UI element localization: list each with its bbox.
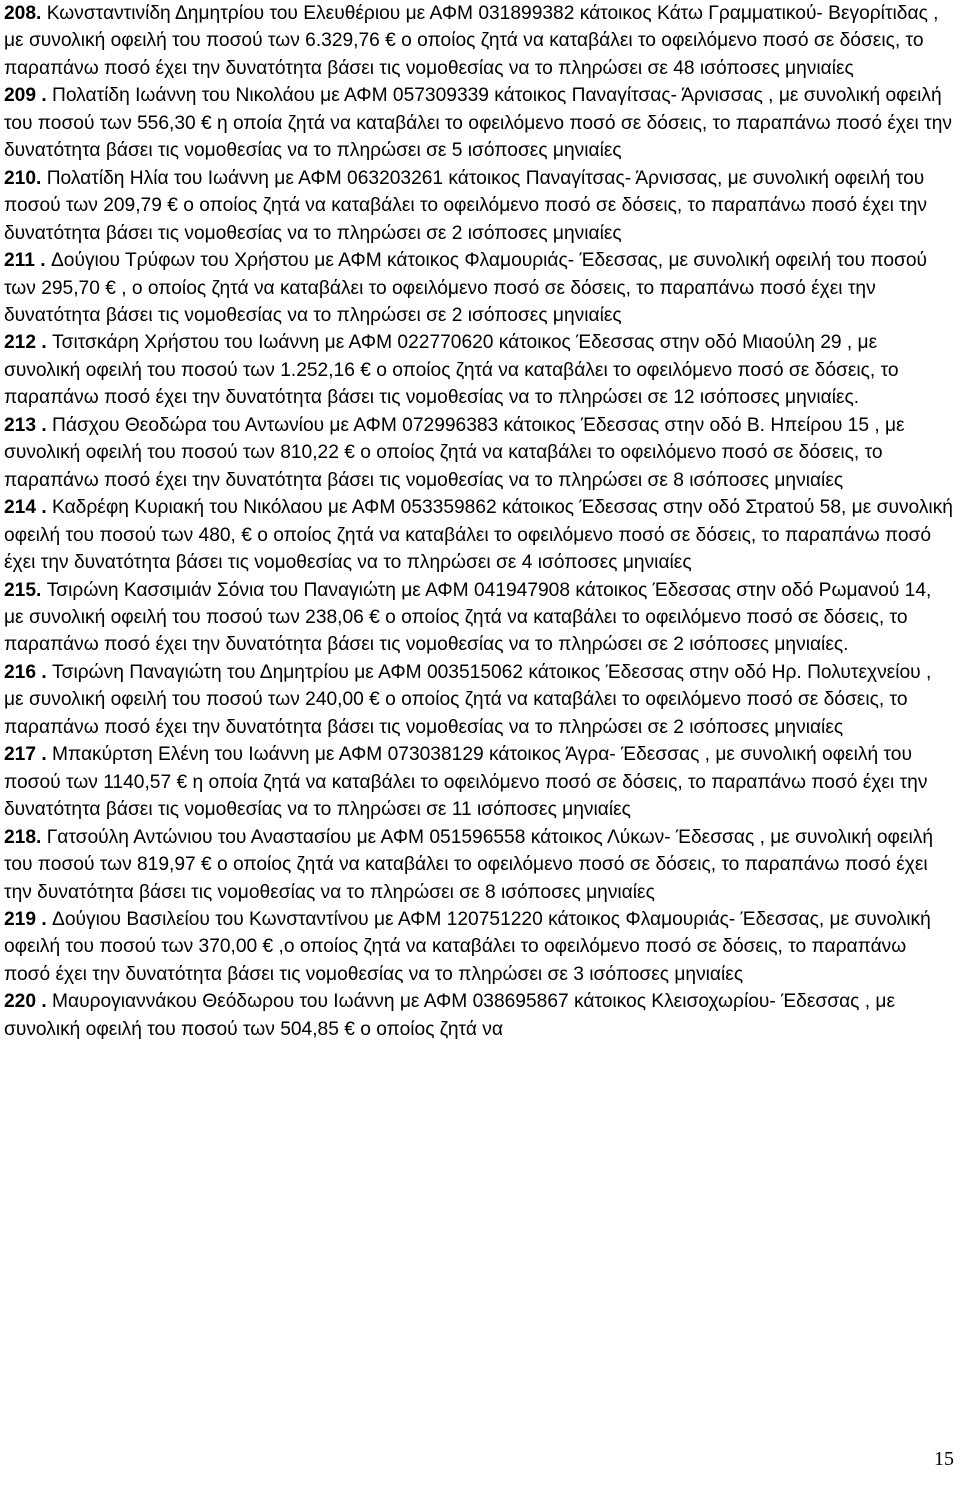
entry-number: 211	[4, 250, 35, 272]
entry-number: 208	[4, 3, 37, 24]
entry-216	[4, 659, 954, 741]
entry-separator: .	[36, 908, 53, 930]
entry-separator: .	[36, 3, 47, 24]
entry-number: 209	[4, 85, 37, 107]
entry-text: Δούγιου Βασιλείου του Κωνσταντίνου με ΑΦΜ 120751220 κάτοικος Φλαμουριάς- Έδεσσας, με συνολική οφειλή του ποσού των 370,00 € ,ο οποίος ζητά να καταβάλει το οφειλόμενο ποσό σε δόσεις, το παραπάνω ποσό έχει την δυνατότητα βάσει τις νομοθεσίας να το πληρώσει σε 3 ισόποσες μηνιαίες	[4, 908, 931, 985]
entry-separator: .	[36, 744, 53, 766]
entry-separator: .	[36, 167, 47, 189]
entry-separator: .	[36, 85, 53, 107]
document-page	[4, 0, 954, 1043]
entry-217	[4, 741, 954, 823]
entry-number: 212	[4, 332, 37, 354]
entry-number: 220	[4, 991, 37, 1013]
entry-text: Πολατίδη Ιωάννη του Νικολάου με ΑΦΜ 057309339 κάτοικος Παναγίτσας- Άρνισσας , με συνολική οφειλή του ποσού των 556,30 € η οποία ζητά να καταβάλει το οφειλόμενο ποσό σε δόσεις, το παραπάνω ποσό έχει την δυνατότητα βάσει τις νομοθεσίας να το πληρώσει σε 5 ισόποσες μηνιαίες	[4, 85, 952, 162]
entry-212	[4, 329, 954, 411]
entry-number: 218	[4, 826, 37, 848]
entry-218	[4, 824, 954, 906]
entry-number: 213	[4, 414, 37, 436]
entry-separator: .	[36, 332, 53, 354]
entry-text: Κωνσταντινίδη Δημητρίου του Ελευθέριου με ΑΦΜ 031899382 κάτοικος Κάτω Γραμματικού- Βεγορίτιδας , με συνολική οφειλή του ποσού των 6.329,76 € ο οποίος ζητά να καταβάλει το οφειλόμενο ποσό σε δόσεις, το παραπάνω ποσό έχει την δυνατότητα βάσει τις νομοθεσίας να το πληρώσει σε 48 ισόποσες μηνιαίες	[4, 3, 939, 79]
entry-text: Καδρέφη Κυριακή του Νικόλαου με ΑΦΜ 053359862 κάτοικος Έδεσσας στην οδό Στρατού 58, με συνολική οφειλή του ποσού των 480, € ο οποίος ζητά να καταβάλει το οφειλόμενο ποσό σε δόσεις, το παραπάνω ποσό έχει την δυνατότητα βάσει τις νομοθεσίας να το πληρώσει σε 4 ισόποσες μηνιαίες	[4, 497, 953, 574]
entry-text: Μαυρογιαννάκου Θεόδωρου του Ιωάννη με ΑΦΜ 038695867 κάτοικος Κλεισοχωρίου- Έδεσσας , με συνολική οφειλή του ποσού των 504,85 € ο οποίος ζητά να	[4, 991, 896, 1040]
page-number: 15	[934, 1448, 954, 1470]
entry-number: 214	[4, 497, 37, 519]
entry-separator: .	[36, 661, 53, 683]
entry-number: 210	[4, 167, 37, 189]
entry-text: Μπακύρτση Ελένη του Ιωάννη με ΑΦΜ 073038129 κάτοικος Άγρα- Έδεσσας , με συνολική οφειλή του ποσού των 1140,57 € η οποία ζητά να καταβάλει το οφειλόμενο ποσό σε δόσεις, το παραπάνω ποσό έχει την δυνατότητα βάσει τις νομοθεσίας να το πληρώσει σε 11 ισόποσες μηνιαίες	[4, 744, 928, 821]
entry-number: 216	[4, 661, 37, 683]
entry-208	[4, 0, 954, 82]
entry-separator: .	[36, 414, 53, 436]
entry-separator: .	[34, 250, 51, 272]
entry-text: Δούγιου Τρύφων του Χρήστου με ΑΦΜ κάτοικος Φλαμουριάς- Έδεσσας, με συνολική οφειλή του ποσού των 295,70 € , ο οποίος ζητά να καταβάλει το οφειλόμενο ποσό σε δόσεις, το παραπάνω ποσό έχει την δυνατότητα βάσει τις νομοθεσίας να το πληρώσει σε 2 ισόποσες μηνιαίες	[4, 250, 928, 326]
entry-213	[4, 412, 954, 494]
entry-209	[4, 82, 954, 164]
entry-220	[4, 988, 954, 1043]
entry-text: Πάσχου Θεοδώρα του Αντωνίου με ΑΦΜ 072996383 κάτοικος Έδεσσας στην οδό Β. Ηπείρου 15 , με συνολική οφειλή του ποσού των 810,22 € ο οποίος ζητά να καταβάλει το οφειλόμενο ποσό σε δόσεις, το παραπάνω ποσό έχει την δυνατότητα βάσει τις νομοθεσίας να το πληρώσει σε 8 ισόποσες μηνιαίες	[4, 414, 905, 491]
entry-text: Πολατίδη Ηλία του Ιωάννη με ΑΦΜ 063203261 κάτοικος Παναγίτσας- Άρνισσας, με συνολική οφειλή του ποσού των 209,79 € ο οποίος ζητά να καταβάλει το οφειλόμενο ποσό σε δόσεις, το παραπάνω ποσό έχει την δυνατότητα βάσει τις νομοθεσίας να το πληρώσει σε 2 ισόποσες μηνιαίες	[4, 167, 928, 244]
entry-211	[4, 247, 954, 329]
entry-text: Τσιτσκάρη Χρήστου του Ιωάννη με ΑΦΜ 022770620 κάτοικος Έδεσσας στην οδό Μιαούλη 29 , με συνολική οφειλή του ποσού των 1.252,16 € ο οποίος ζητά να καταβάλει το οφειλόμενο ποσό σε δόσεις, το παραπάνω ποσό έχει την δυνατότητα βάσει τις νομοθεσίας να το πληρώσει σε 12 ισόποσες μηνιαίες.	[4, 332, 899, 409]
entry-210	[4, 165, 954, 247]
entry-text: Γατσούλη Αντώνιου του Αναστασίου με ΑΦΜ 051596558 κάτοικος Λύκων- Έδεσσας , με συνολική οφειλή του ποσού των 819,97 € ο οποίος ζητά να καταβάλει το οφειλόμενο ποσό σε δόσεις, το παραπάνω ποσό έχει την δυνατότητα βάσει τις νομοθεσίας να το πληρώσει σε 8 ισόποσες μηνιαίες	[4, 826, 934, 903]
entry-number: 215	[4, 579, 37, 601]
entry-separator: .	[36, 579, 47, 601]
entry-text: Τσιρώνη Παναγιώτη του Δημητρίου με ΑΦΜ 003515062 κάτοικος Έδεσσας στην οδό Ηρ. Πολυτεχνείου , με συνολική οφειλή του ποσού των 240,00 € ο οποίος ζητά να καταβάλει το οφειλόμενο ποσό σε δόσεις, το παραπάνω ποσό έχει την δυνατότητα βάσει τις νομοθεσίας να το πληρώσει σε 2 ισόποσες μηνιαίες	[4, 661, 932, 738]
entry-number: 217	[4, 744, 37, 766]
entry-219	[4, 906, 954, 988]
entry-text: Τσιρώνη Κασσιμιάν Σόνια του Παναγιώτη με ΑΦΜ 041947908 κάτοικος Έδεσσας στην οδό Ρωμανού 14, με συνολική οφειλή του ποσού των 238,06 € ο οποίος ζητά να καταβάλει το οφειλόμενο ποσό σε δόσεις, το παραπάνω ποσό έχει την δυνατότητα βάσει τις νομοθεσίας να το πληρώσει σε 2 ισόποσες μηνιαίες.	[4, 579, 932, 656]
entry-number: 219	[4, 908, 37, 930]
entry-215	[4, 577, 954, 659]
entry-separator: .	[36, 826, 47, 848]
entry-separator: .	[36, 991, 53, 1013]
entry-214	[4, 494, 954, 576]
entry-separator: .	[36, 497, 53, 519]
